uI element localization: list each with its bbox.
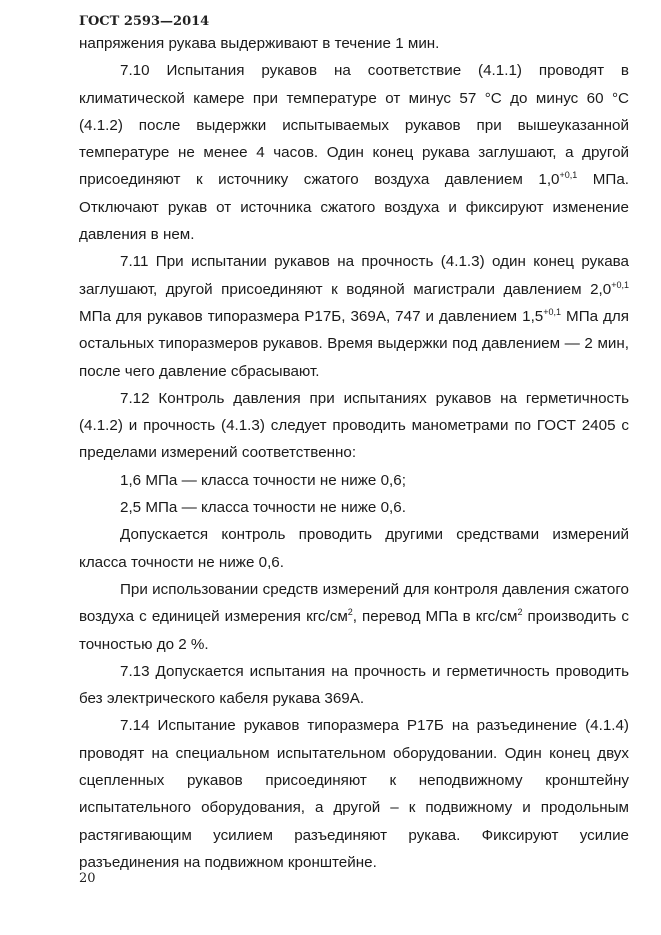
paragraph-7-13: 7.13 Допускается испытания на прочность и герметичность проводить без электрического кабеля рукава 369А. xyxy=(79,662,629,708)
document-body xyxy=(79,30,629,876)
text-run: МПа для остальных типоразмеров рукавов. Время выдержки под давлением — 2 мин, после чего давление сбрасывают. xyxy=(79,307,630,380)
superscript: 2 xyxy=(517,607,523,618)
page-number: 20 xyxy=(79,871,96,886)
paragraph-7-12: 7.12 Контроль давления при испытаниях рукавов на герметичность (4.1.2) и прочность (4.1.3) следует проводить манометрами по ГОСТ 2405 с пределами измерений соответственно: xyxy=(79,389,629,462)
paragraph-7-14: 7.14 Испытание рукавов типоразмера Р17Б на разъединение (4.1.4) проводят на специальном испытательном оборудовании. Один конец двух сцепленных рукавов присоединяют к неподвижному кронштейну испытательного оборудования, а другой – к подвижному и продольным растягивающим усилием разъединяют рукава. Фиксируют усилие разъединения на подвижном кронштейне. xyxy=(79,717,629,871)
list-item-pressure-1-6: 1,6 МПа — класса точности не ниже 0,6; xyxy=(120,471,406,489)
paragraph-7-11 xyxy=(79,248,629,384)
paragraph-alternative-means: Допускается контроль проводить другими средствами измерений класса точности не ниже 0,6. xyxy=(79,526,629,571)
list-item-pressure-2-5: 2,5 МПа — класса точности не ниже 0,6. xyxy=(120,499,406,517)
superscript: +0,1 xyxy=(543,306,562,317)
text-run: МПа. Отключают рукав от источника сжатого воздуха и фиксируют изменение давления в нем. xyxy=(79,171,629,244)
text-run: 7.10 Испытания рукавов на соответствие (4.1.1) проводят в климатической камере при температуре от минус 57 °С до минус 60 °С (4.1.2) после выдержки испытываемых рукавов при вышеуказанной температуре не менее 4 часов. Один конец рукава заглушают, а другой присоединяют к источнику сжатого воздуха давлением 1,0 xyxy=(79,62,629,189)
paragraph-7-10 xyxy=(79,57,629,248)
text-run: , перевод МПа в кгс/см xyxy=(352,608,518,626)
text-run: производить с точностью до 2 %. xyxy=(79,608,629,653)
paragraph-unit-conversion xyxy=(79,576,629,658)
paragraph-continuation: напряжения рукава выдерживают в течение 1 мин. xyxy=(79,35,440,52)
superscript: +0,1 xyxy=(559,170,578,181)
text-run: При использовании средств измерений для контроля давления сжатого воздуха с единицей измерения кгс/см xyxy=(79,580,629,626)
text-run: 7.11 При испытании рукавов на прочность (4.1.3) один конец рукава заглушают, другой присоединяют к водяной магистрали давлением 2,0 xyxy=(79,253,629,298)
document-header: ГОСТ 2593—2014 xyxy=(79,14,210,29)
superscript: 2 xyxy=(347,607,353,618)
superscript: +0,1 xyxy=(611,279,629,290)
text-run: МПа для рукавов типоразмера Р17Б, 369А, 747 и давлением 1,5 xyxy=(79,307,544,325)
